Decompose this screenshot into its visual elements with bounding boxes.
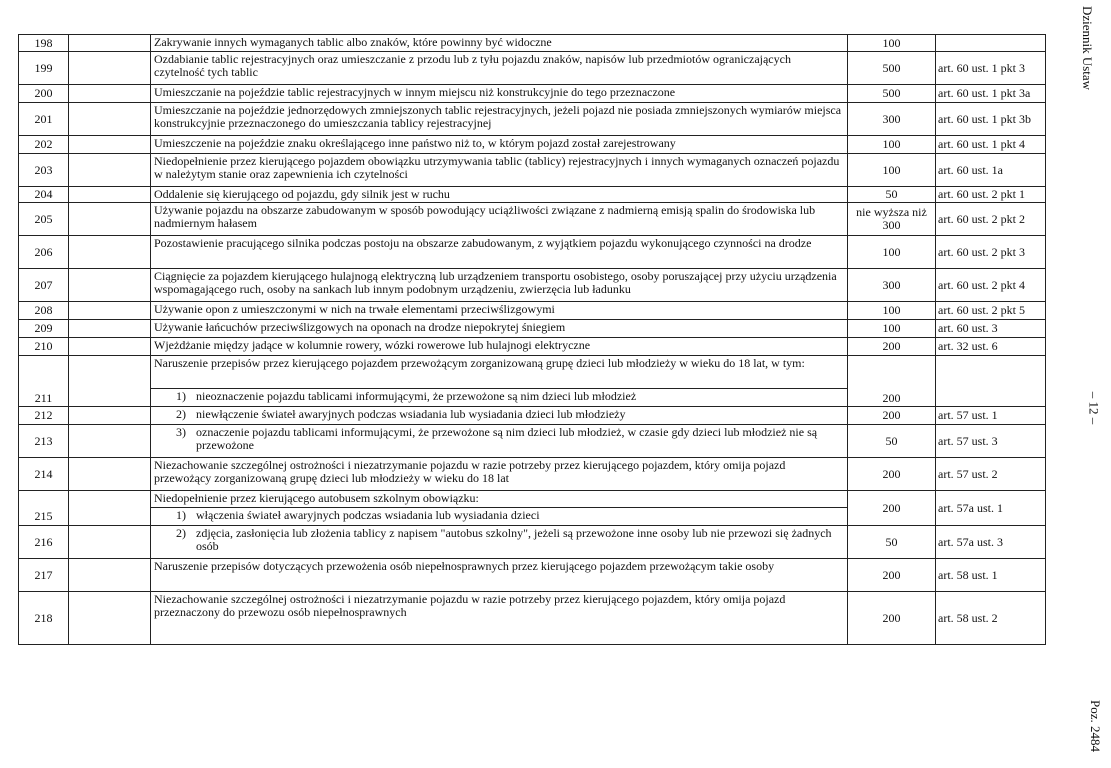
fine-empty xyxy=(848,356,936,389)
row-number: 214 xyxy=(19,458,69,491)
row-number: 202 xyxy=(19,136,69,154)
offence-description: Używanie pojazdu na obszarze zabudowanym w sposób powodujący uciążliwości związane z nadmierną emisją spalin do środowiska lub nadmiernym hałasem xyxy=(151,203,848,236)
legal-basis: art. 57 ust. 2 xyxy=(936,458,1046,491)
legal-basis: art. 57a ust. 1 xyxy=(936,491,1046,526)
table-row xyxy=(19,592,1046,645)
table-row xyxy=(19,320,1046,338)
legal-basis: art. 58 ust. 2 xyxy=(936,592,1046,645)
offence-description: Wjeżdżanie między jadące w kolumnie rowery, wózki rowerowe lub hulajnogi elektryczne xyxy=(151,338,848,356)
position-number: Poz. 2484 xyxy=(1088,700,1103,752)
fine-amount: 100 xyxy=(848,236,936,269)
row-number: 207 xyxy=(19,269,69,302)
offence-description: Używanie opon z umieszczonymi w nich na trwałe elementami przeciwślizgowymi xyxy=(151,302,848,320)
fine-amount: 300 xyxy=(848,103,936,136)
blank-cell xyxy=(69,187,151,203)
table-row xyxy=(19,458,1046,491)
sub-item-number: 1) xyxy=(176,389,186,403)
legal-basis: art. 60 ust. 1 pkt 3 xyxy=(936,52,1046,85)
blank-cell xyxy=(69,52,151,85)
fines-table-body xyxy=(19,35,1046,645)
blank-cell xyxy=(69,526,151,559)
blank-cell xyxy=(69,491,151,508)
legal-basis: art. 60 ust. 1 pkt 4 xyxy=(936,136,1046,154)
row-number: 213 xyxy=(19,425,69,458)
sub-item-number: 3) xyxy=(176,425,186,439)
legal-basis: art. 57a ust. 3 xyxy=(936,526,1046,559)
table-row xyxy=(19,356,1046,389)
offence-description xyxy=(151,407,848,425)
legal-basis xyxy=(936,35,1046,52)
blank-cell xyxy=(69,508,151,526)
legal-basis-empty xyxy=(936,356,1046,389)
blank-cell xyxy=(69,203,151,236)
table-row xyxy=(19,236,1046,269)
fine-amount: 200 xyxy=(848,559,936,592)
blank-cell xyxy=(69,35,151,52)
offence-description: Zakrywanie innych wymaganych tablic albo znaków, które powinny być widoczne xyxy=(151,35,848,52)
sub-item-text: włączenia świateł awaryjnych podczas wsiadania lub wysiadania dzieci xyxy=(196,508,540,522)
page-number: – 12 – xyxy=(1085,391,1101,425)
offence-description: Niezachowanie szczególnej ostrożności i niezatrzymanie pojazdu w razie potrzeby przez kierującego pojazdem, który omija pojazd przewożący zorganizowaną grupę dzieci lub młodzieży w wieku do 18 lat xyxy=(151,458,848,491)
fine-amount: 300 xyxy=(848,269,936,302)
fine-amount: 50 xyxy=(848,425,936,458)
fine-amount: 100 xyxy=(848,302,936,320)
offence-description: Umieszczanie na pojeździe jednorzędowych zmniejszonych tablic rejestracyjnych, jeżeli pojazd nie posiada zmniejszonych wymiarów miejsca konstrukcyjnie przeznaczonego do umieszczania tablicy rejestracyjnej xyxy=(151,103,848,136)
blank-cell xyxy=(69,356,151,389)
blank-cell xyxy=(69,269,151,302)
blank-cell xyxy=(69,136,151,154)
table-row xyxy=(19,425,1046,458)
blank-cell xyxy=(69,320,151,338)
blank-cell xyxy=(69,389,151,407)
row-number: 215 xyxy=(19,508,69,526)
fine-amount: 50 xyxy=(848,187,936,203)
sub-item-number: 2) xyxy=(176,407,186,421)
fine-amount: 100 xyxy=(848,320,936,338)
row-number: 212 xyxy=(19,407,69,425)
fine-amount: 100 xyxy=(848,35,936,52)
offence-description: Oddalenie się kierującego od pojazdu, gdy silnik jest w ruchu xyxy=(151,187,848,203)
row-number-empty xyxy=(19,356,69,389)
row-number: 201 xyxy=(19,103,69,136)
row-number: 203 xyxy=(19,154,69,187)
row-number: 210 xyxy=(19,338,69,356)
table-row xyxy=(19,187,1046,203)
sub-item xyxy=(154,527,844,553)
sub-item-text: oznaczenie pojazdu tablicami informującymi, że przewożone są nim dzieci lub młodzież, w czasie gdy dzieci lub młodzież nie są przewożone xyxy=(196,425,818,452)
offence-description: Ciągnięcie za pojazdem kierującego hulajnogą elektryczną lub urządzeniem transportu osobistego, osoby poruszającej przy użyciu urządzenia wspomagającego ruch, osoby na sankach lub innym podobnym urządzeniu, zwierzęcia lub ładunku xyxy=(151,269,848,302)
offence-description: Pozostawienie pracującego silnika podczas postoju na obszarze zabudowanym, z wyjątkiem pojazdu wykonującego czynności na drodze xyxy=(151,236,848,269)
table-row xyxy=(19,491,1046,508)
offence-description: Niezachowanie szczególnej ostrożności i niezatrzymanie pojazdu w razie potrzeby przez kierującego pojazdem, który omija pojazd przeznaczony do przewozu osób niepełnosprawnych xyxy=(151,592,848,645)
offence-description xyxy=(151,425,848,458)
sub-item-number: 2) xyxy=(176,526,186,540)
row-number: 209 xyxy=(19,320,69,338)
blank-cell xyxy=(69,103,151,136)
legal-basis: art. 60 ust. 2 pkt 4 xyxy=(936,269,1046,302)
offence-description: Używanie łańcuchów przeciwślizgowych na oponach na drodze niepokrytej śniegiem xyxy=(151,320,848,338)
legal-basis: art. 60 ust. 1 pkt 3a xyxy=(936,85,1046,103)
fine-amount: 500 xyxy=(848,85,936,103)
row-number: 204 xyxy=(19,187,69,203)
row-number-empty xyxy=(19,491,69,508)
offence-description: Umieszczenie na pojeździe znaku określającego inne państwo niż to, w którym pojazd został zarejestrowany xyxy=(151,136,848,154)
sub-item xyxy=(154,509,844,522)
offence-description xyxy=(151,508,848,526)
sub-item-text: nieoznaczenie pojazdu tablicami informującymi, że przewożone są nim dzieci lub młodzież xyxy=(196,389,637,403)
offence-description xyxy=(151,526,848,559)
sub-item xyxy=(154,408,844,421)
table-row xyxy=(19,154,1046,187)
legal-basis: art. 60 ust. 2 pkt 1 xyxy=(936,187,1046,203)
table-row xyxy=(19,203,1046,236)
table-row xyxy=(19,407,1046,425)
table-row xyxy=(19,389,1046,407)
row-number: 217 xyxy=(19,559,69,592)
legal-basis: art. 60 ust. 2 pkt 2 xyxy=(936,203,1046,236)
row-number: 199 xyxy=(19,52,69,85)
blank-cell xyxy=(69,85,151,103)
fine-amount: 100 xyxy=(848,154,936,187)
fine-amount: 500 xyxy=(848,52,936,85)
page-content xyxy=(18,34,1045,684)
offence-description xyxy=(151,389,848,407)
row-number: 218 xyxy=(19,592,69,645)
table-row xyxy=(19,338,1046,356)
fine-amount: 200 xyxy=(848,407,936,425)
legal-basis: art. 57 ust. 3 xyxy=(936,425,1046,458)
table-row xyxy=(19,269,1046,302)
row-number: 200 xyxy=(19,85,69,103)
group-intro: Naruszenie przepisów przez kierującego pojazdem przewożącym zorganizowaną grupę dzieci lub młodzieży w wieku do 18 lat, w tym: xyxy=(151,356,848,389)
blank-cell xyxy=(69,407,151,425)
legal-basis: art. 60 ust. 3 xyxy=(936,320,1046,338)
fines-table xyxy=(18,34,1046,645)
legal-basis: art. 60 ust. 2 pkt 3 xyxy=(936,236,1046,269)
sub-item-number: 1) xyxy=(176,508,186,522)
table-row xyxy=(19,526,1046,559)
table-row xyxy=(19,52,1046,85)
blank-cell xyxy=(69,338,151,356)
legal-basis: art. 57 ust. 1 xyxy=(936,407,1046,425)
table-row xyxy=(19,559,1046,592)
sub-item xyxy=(154,390,844,403)
fine-amount: 200 xyxy=(848,338,936,356)
sub-item-text: zdjęcia, zasłonięcia lub złożenia tablicy z napisem "autobus szkolny", jeżeli są przewożone inne osoby lub nie przewozi się żadnych osób xyxy=(196,526,832,553)
blank-cell xyxy=(69,236,151,269)
sub-item xyxy=(154,426,844,452)
fine-amount: nie wyższa niż 300 xyxy=(848,203,936,236)
row-number: 198 xyxy=(19,35,69,52)
blank-cell xyxy=(69,425,151,458)
legal-basis: art. 58 ust. 1 xyxy=(936,559,1046,592)
blank-cell xyxy=(69,458,151,491)
row-number: 206 xyxy=(19,236,69,269)
offence-description: Niedopełnienie przez kierującego pojazdem obowiązku utrzymywania tablic (tablicy) rejestracyjnych i innych wymaganych oznaczeń pojazdu w należytym stanie oraz zapewnienia ich czytelności xyxy=(151,154,848,187)
fine-amount: 50 xyxy=(848,526,936,559)
journal-title: Dziennik Ustaw xyxy=(1079,5,1095,91)
fine-amount: 200 xyxy=(848,458,936,491)
table-row xyxy=(19,85,1046,103)
row-number: 208 xyxy=(19,302,69,320)
blank-cell xyxy=(69,559,151,592)
offence-description: Naruszenie przepisów dotyczących przewożenia osób niepełnosprawnych przez kierującego pojazdem przewożącym takie osoby xyxy=(151,559,848,592)
fine-amount: 200 xyxy=(848,491,936,526)
offence-description: Umieszczanie na pojeździe tablic rejestracyjnych w innym miejscu niż konstrukcyjnie do tego przeznaczone xyxy=(151,85,848,103)
row-number: 211 xyxy=(19,389,69,407)
row-number: 205 xyxy=(19,203,69,236)
table-row xyxy=(19,35,1046,52)
legal-basis: art. 32 ust. 6 xyxy=(936,338,1046,356)
legal-basis: art. 60 ust. 1 pkt 3b xyxy=(936,103,1046,136)
group-intro: Niedopełnienie przez kierującego autobusem szkolnym obowiązku: xyxy=(151,491,848,508)
legal-basis: art. 60 ust. 2 pkt 5 xyxy=(936,302,1046,320)
legal-basis: art. 60 ust. 1a xyxy=(936,154,1046,187)
fine-amount: 100 xyxy=(848,136,936,154)
table-row xyxy=(19,136,1046,154)
blank-cell xyxy=(69,154,151,187)
blank-cell xyxy=(69,302,151,320)
row-number: 216 xyxy=(19,526,69,559)
sub-item-text: niewłączenie świateł awaryjnych podczas wsiadania lub wysiadania dzieci lub młodzieży xyxy=(196,407,626,421)
legal-basis-empty xyxy=(936,389,1046,407)
offence-description: Ozdabianie tablic rejestracyjnych oraz umieszczanie z przodu lub z tyłu pojazdu znaków, napisów lub przedmiotów ograniczających czytelność tych tablic xyxy=(151,52,848,85)
table-row xyxy=(19,103,1046,136)
fine-amount: 200 xyxy=(848,389,936,407)
fine-amount: 200 xyxy=(848,592,936,645)
table-row xyxy=(19,302,1046,320)
blank-cell xyxy=(69,592,151,645)
